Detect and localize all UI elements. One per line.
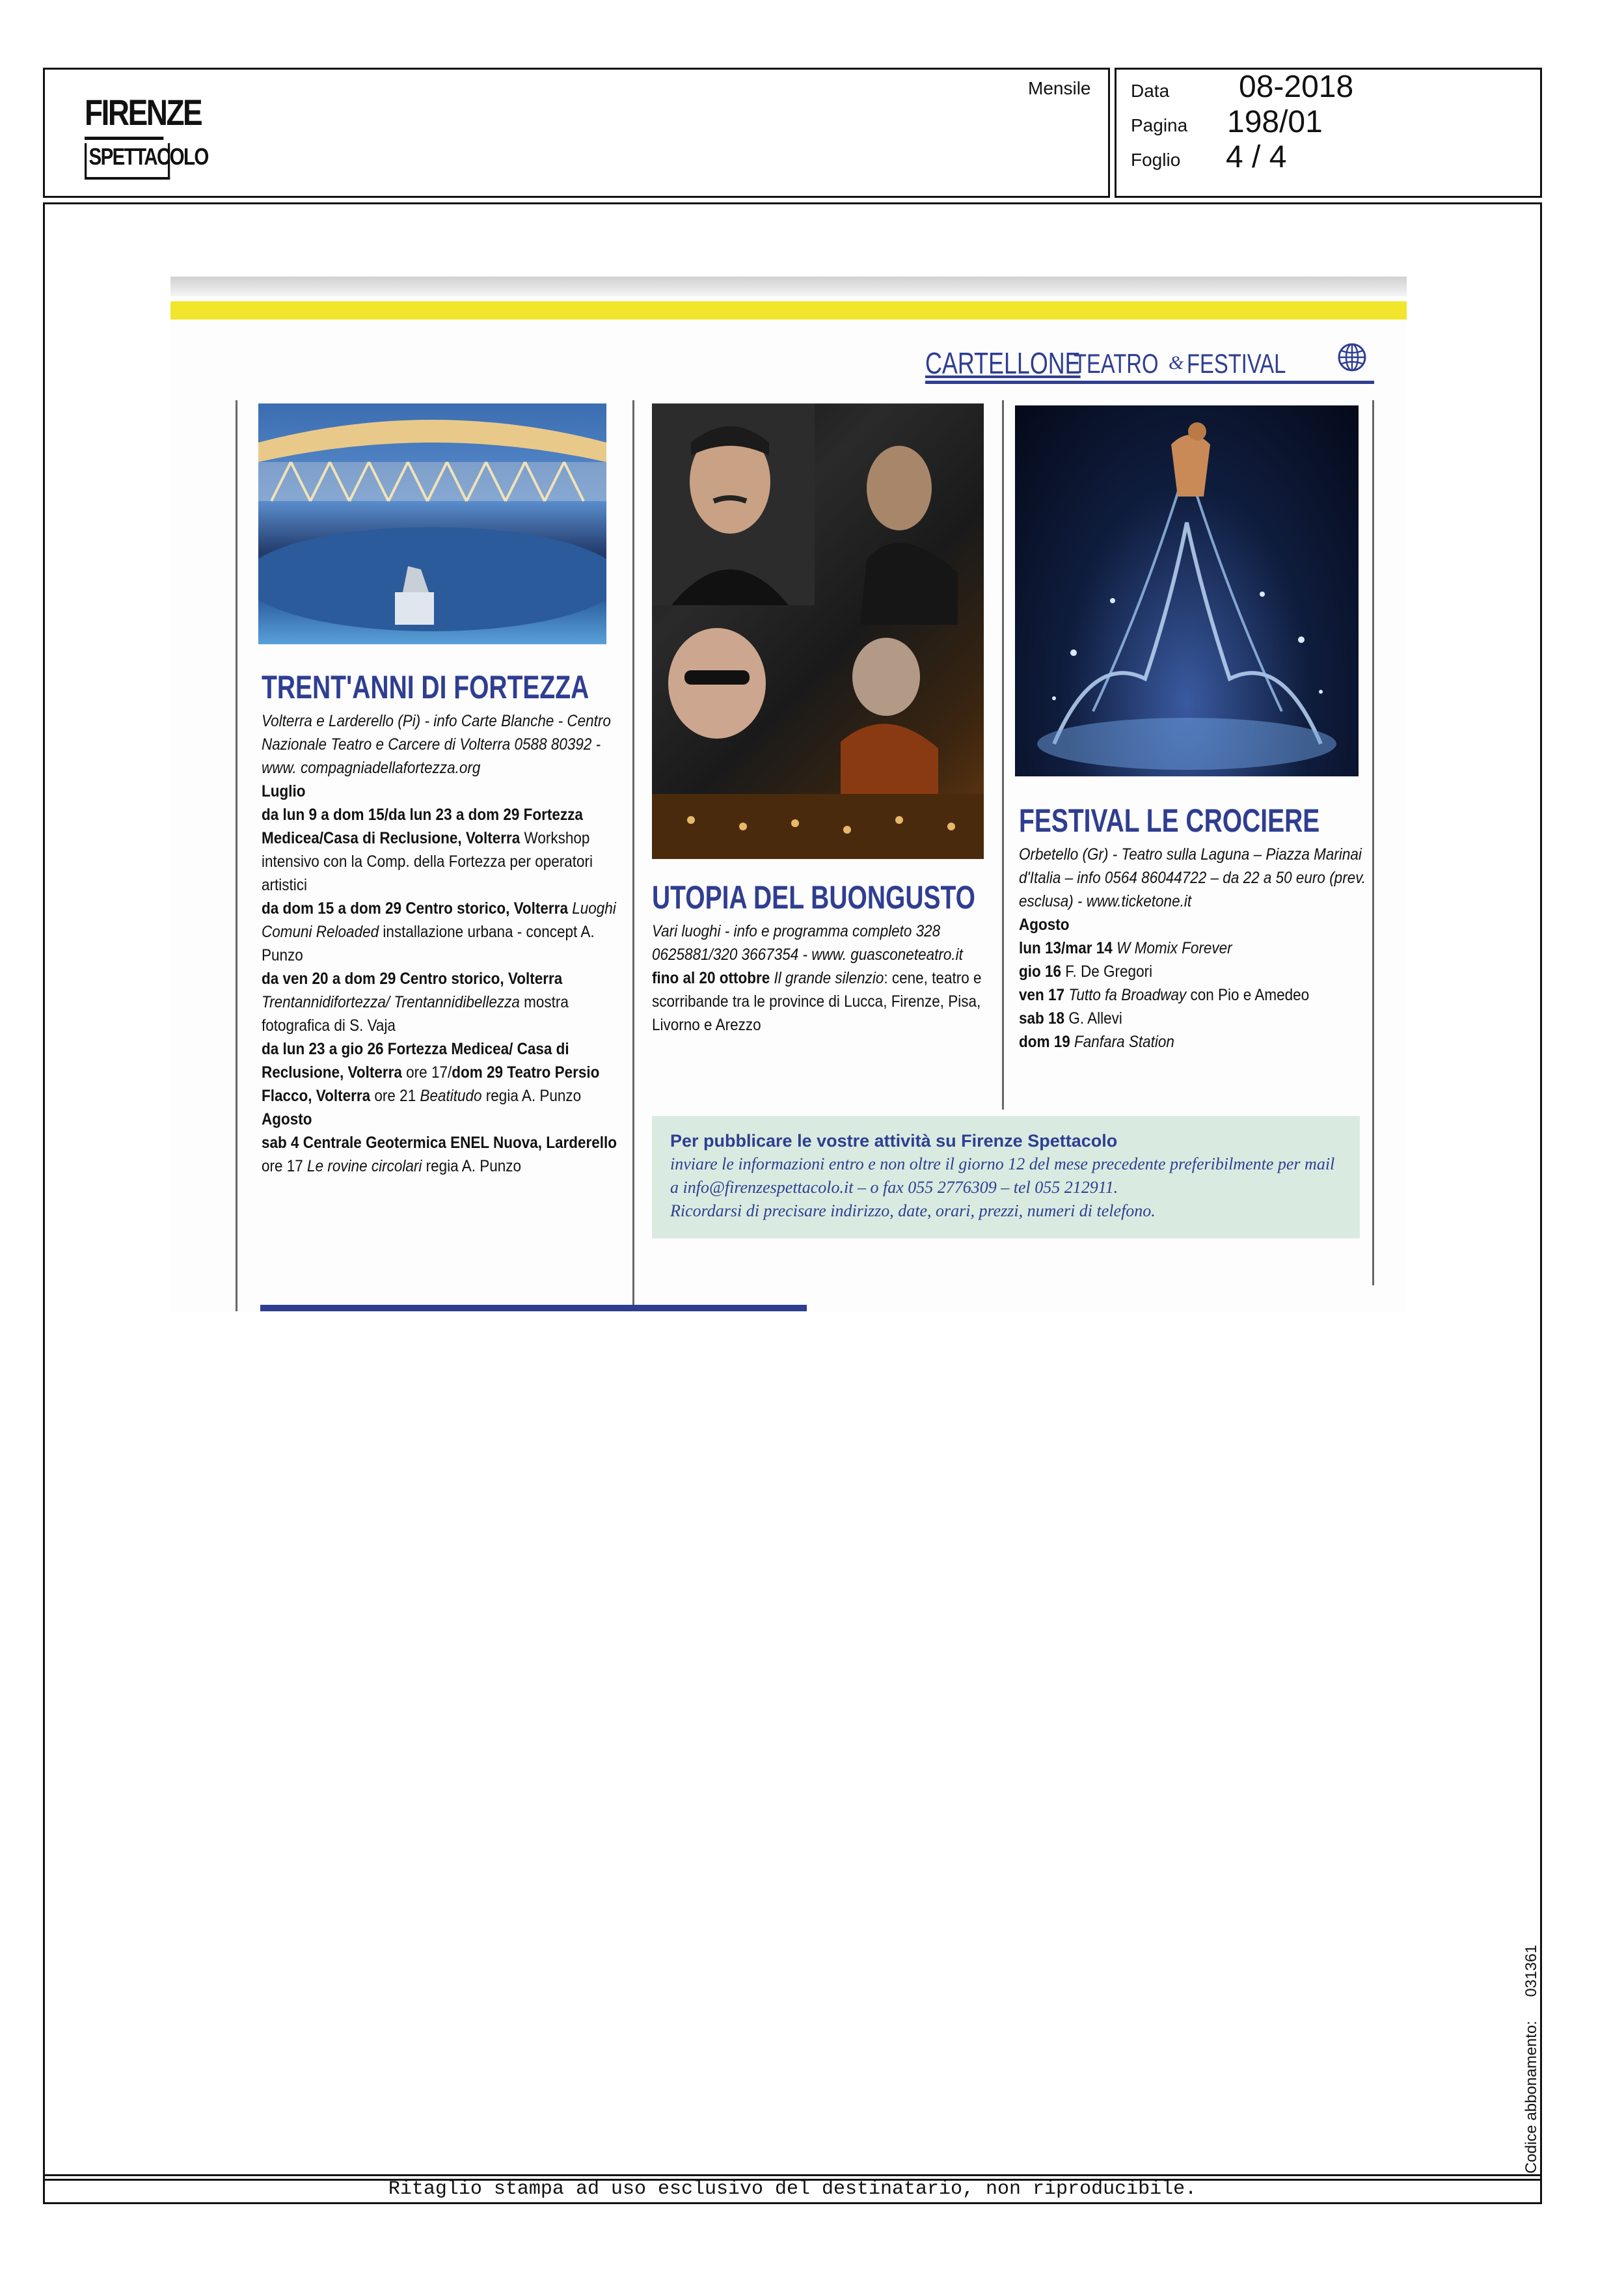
subscription-code [1522, 1945, 1541, 2174]
section-ampersand: & [1169, 352, 1184, 374]
month-heading: Luglio [262, 782, 306, 800]
scan-shadow [170, 277, 1407, 296]
column-rule [632, 400, 634, 1311]
trentanni-intro: Volterra e Larderello (Pi) - info Carte Blanche - Centro Nazionale Teatro e Carcere di Volterra 0588 80392 - www. compagniadellafortezza.org [262, 712, 611, 777]
event-date: sab 18 [1019, 1009, 1065, 1028]
trentanni-article [262, 669, 626, 1178]
event-description: F. De Gregori [1065, 962, 1153, 981]
event-date: lun 13/mar 14 [1019, 939, 1113, 957]
event-description: regia A. Punzo [426, 1157, 522, 1175]
event-title: Trentannidifortezza/ Trentannidibellezza [262, 993, 520, 1011]
event-date: da lun 9 a dom 15/da lun 23 a dom 29 Fortezza Medicea/Casa di Reclusione, Volterra [262, 806, 583, 847]
event-description: Workshop intensivo con la Comp. della Fortezza per operatori artistici [262, 829, 593, 894]
fortezza-photo [258, 403, 606, 644]
crociere-intro: Orbetello (Gr) - Teatro sulla Laguna – Piazza Marinai d'Italia – info 0564 86044722 – da 22 a 50 euro (prev. esclusa) - www.ticketone.it [1019, 845, 1366, 910]
month-heading: Agosto [262, 1110, 312, 1128]
subscription-code-value: 031361 [1522, 1945, 1540, 1997]
data-value: 08-2018 [1239, 70, 1354, 104]
buongusto-intro: Vari luoghi - info e programma completo 328 0625881/320 3667354 - www. guasconeteatro.it [652, 922, 963, 964]
event-description: installazione urbana - concept A. Punzo [262, 923, 595, 964]
event-title: Le rovine circolari [307, 1157, 422, 1175]
pagina-label: Pagina [1131, 115, 1188, 135]
event-date: gio 16 [1019, 962, 1062, 981]
event-description: regia A. Punzo [485, 1087, 582, 1105]
event-description: mostra fotografica di S. Vaja [262, 993, 569, 1035]
section-word-festival: FESTIVAL [1187, 348, 1286, 379]
section-word-teatro: TEATRO [1074, 348, 1159, 379]
event-date: sab 4 Centrale Geotermica ENEL Nuova, Larderello [262, 1134, 617, 1152]
event-title: Beatitudo [420, 1087, 482, 1105]
event-date: dom 29 Teatro Persio Flacco, Volterra [262, 1063, 600, 1105]
event-date: dom 19 [1019, 1033, 1070, 1051]
logo-line2: SPETTACOLO [85, 143, 170, 180]
section-heading [925, 342, 1374, 384]
frequency-label: Mensile [1028, 78, 1091, 98]
data-label: Data [1131, 81, 1170, 101]
crociere-photo [1015, 405, 1359, 776]
buongusto-article [652, 879, 997, 1037]
column-rule [1002, 400, 1004, 1110]
event-title: Fanfara Station [1074, 1033, 1174, 1051]
event-date: da lun 23 a gio 26 Fortezza Medicea/ Casa di Reclusione, Volterra [262, 1040, 569, 1082]
month-heading: Agosto [1019, 916, 1070, 934]
event-date: ven 17 [1019, 986, 1065, 1004]
header-left-frame [43, 68, 1110, 198]
subscription-code-label: Codice abbonamento: [1522, 2021, 1540, 2174]
event-date: da ven 20 a dom 29 Centro storico, Volterra [262, 970, 563, 988]
event-title: Tutto fa Broadway [1068, 986, 1187, 1004]
yellow-band [170, 301, 1407, 320]
foglio-label: Foglio [1131, 150, 1181, 170]
event-description: : cene, teatro e scorribande tra le province di Lucca, Firenze, Pisa, Livorno e Arezzo [652, 969, 982, 1034]
event-description: con Pio e Amedeo [1190, 986, 1310, 1004]
logo-line1: FIRENZE [85, 91, 163, 140]
bottom-rule [260, 1305, 807, 1311]
event-description: G. Allevi [1068, 1009, 1122, 1028]
event-time: ore 17/ [406, 1063, 452, 1082]
crociere-title: FESTIVAL LE CROCIERE [1019, 802, 1320, 839]
buongusto-title: UTOPIA DEL BUONGUSTO [652, 879, 975, 916]
submission-info-box [652, 1116, 1360, 1238]
info-box-reminder: Ricordarsi di precisare indirizzo, date, orari, prezzi, numeri di telefono. [670, 1201, 1156, 1220]
pagina-value: 198/01 [1227, 105, 1323, 139]
event-title: W Momix Forever [1116, 939, 1232, 957]
column-rule [236, 400, 237, 1311]
section-word-cartellone: CARTELLONE [925, 346, 1081, 380]
newspaper-clipping [170, 277, 1407, 1311]
event-date: da dom 15 a dom 29 Centro storico, Volterra [262, 899, 568, 918]
info-box-text: inviare le informazioni entro e non oltre il giorno 12 del mese precedente preferibilmente per mail a info@firenzespettacolo.it – o fax 055 2776309 – tel 055 212911. [670, 1154, 1335, 1197]
event-title: Il grande silenzio [774, 969, 884, 987]
event-time: ore 21 [374, 1087, 416, 1105]
event-title: Luoghi Comuni Reloaded [262, 899, 616, 941]
buongusto-photo-collage [652, 403, 984, 859]
event-time: ore 17 [262, 1157, 303, 1175]
info-box-title: Per pubblicare le vostre attività su Firenze Spettacolo [670, 1131, 1118, 1151]
trentanni-title: TRENT'ANNI DI FORTEZZA [262, 669, 589, 705]
footer-disclaimer: Ritaglio stampa ad uso esclusivo del destinatario, non riproducibile. [43, 2174, 1542, 2204]
foglio-value: 4 / 4 [1226, 140, 1287, 174]
event-date: fino al 20 ottobre [652, 969, 770, 987]
crociere-article [1019, 802, 1383, 1054]
globe-icon [1336, 342, 1368, 373]
publication-logo [85, 91, 208, 180]
